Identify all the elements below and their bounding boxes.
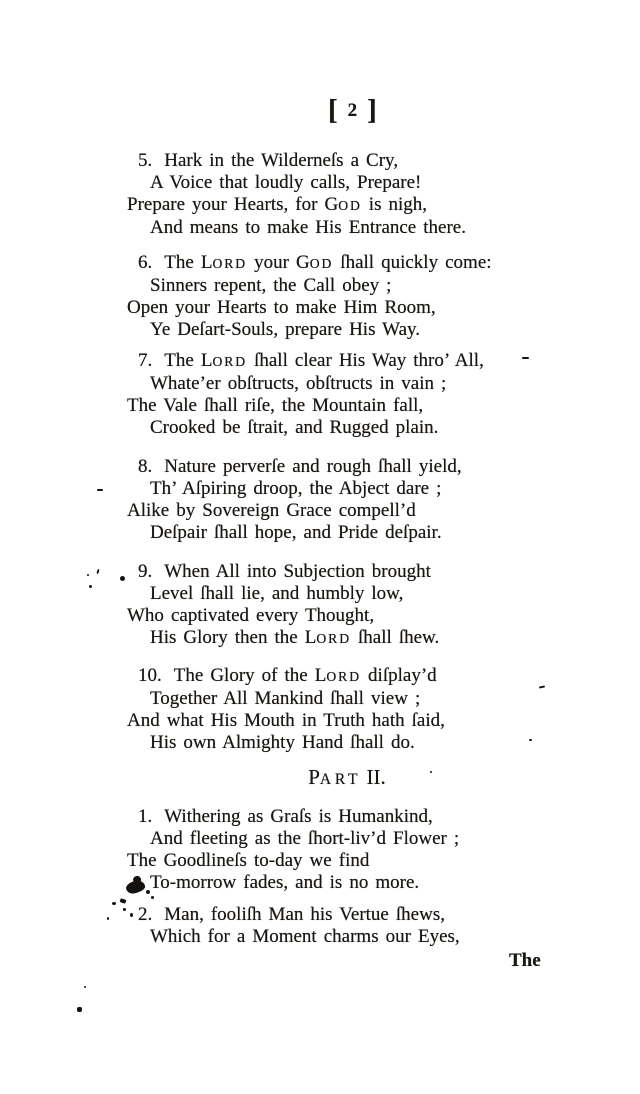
verse-line: The Goodlineſs to-day we find	[127, 850, 370, 871]
small-caps: ORD	[212, 354, 248, 369]
small-caps: ORD	[316, 631, 351, 646]
verse-line: 6. The LORD your GOD ſhall quickly come:	[138, 252, 492, 273]
left-bracket: [	[328, 94, 338, 126]
ink-speck	[119, 898, 126, 904]
stanza-8	[127, 456, 577, 544]
stanza-7	[127, 350, 577, 439]
ink-speck	[107, 917, 109, 920]
ink-speck	[89, 585, 92, 588]
stanza-p2-1	[127, 806, 577, 894]
verse-line: The Vale ſhall riſe, the Mountain fall,	[127, 395, 424, 416]
ink-speck	[120, 576, 125, 581]
verse-line: Open your Hearts to make Him Room,	[127, 297, 436, 318]
stanza-number: 5.	[138, 150, 153, 171]
stanza-number: 9.	[138, 561, 153, 582]
verse-line: And fleeting as the ſhort-liv’d Flower ;	[150, 828, 460, 849]
verse-line: 5. Hark in the Wilderneſs a Cry,	[138, 150, 399, 171]
verse-line: Whate’er obſtructs, obſtructs in vain ;	[150, 373, 447, 394]
small-caps: ORD	[212, 256, 248, 271]
small-caps: ART	[319, 771, 362, 788]
verse-line: Which for a Moment charms our Eyes,	[150, 926, 460, 947]
verse-line: Alike by Sovereign Grace compell’d	[127, 500, 416, 521]
verse-line: 7. The LORD ſhall clear His Way thro’ All,	[138, 350, 484, 371]
verse-line: Level ſhall lie, and humbly low,	[150, 583, 404, 604]
verse-line: 1. Withering as Graſs is Humankind,	[138, 806, 433, 827]
verse-line: His own Almighty Hand ſhall do.	[150, 732, 415, 753]
small-caps: ORD	[326, 669, 362, 684]
stanza-number: 10.	[138, 665, 162, 686]
verse-line: And what His Mouth in Truth hath ſaid,	[127, 710, 445, 731]
stanza-p2-2	[127, 904, 577, 948]
stanza-9	[127, 561, 577, 650]
stanza-number: 1.	[138, 806, 153, 827]
verse-line: 10. The Glory of the LORD diſplay’d	[138, 665, 437, 686]
ink-speck	[112, 902, 116, 905]
verse-line: Who captivated every Thought,	[127, 605, 375, 626]
verse-line: Crooked be ſtrait, and Rugged plain.	[150, 417, 439, 438]
page-number-value: 2	[347, 100, 358, 121]
ink-speck	[87, 574, 89, 576]
verse-line: Sinners repent, the Call obey ;	[150, 275, 392, 296]
part-heading: PART II.	[308, 765, 386, 789]
verse-line: Deſpair ſhall hope, and Pride deſpair.	[150, 522, 442, 543]
verse-line: 2. Man, fooliſh Man his Vertue ſhews,	[138, 904, 445, 925]
verse-line: 9. When All into Subjection brought	[138, 561, 431, 582]
ink-speck	[84, 986, 86, 988]
ink-speck	[146, 890, 150, 894]
catchword: The	[509, 950, 541, 971]
stanza-number: 2.	[138, 904, 153, 925]
ink-speck	[123, 908, 126, 911]
stanza-6	[127, 252, 577, 341]
verse-line: A Voice that loudly calls, Prepare!	[150, 172, 422, 193]
ink-speck	[96, 569, 99, 574]
right-bracket: ]	[367, 94, 377, 126]
verse-line: His Glory then the LORD ſhall ſhew.	[150, 627, 440, 648]
verse-line: Ye Deſart-Souls, prepare His Way.	[150, 319, 421, 340]
stanza-5	[127, 150, 577, 239]
verse-line: Together All Mankind ſhall view ;	[150, 688, 421, 709]
verse-line: To-morrow fades, and is no more.	[150, 872, 420, 893]
ink-speck	[151, 896, 154, 899]
stanza-number: 7.	[138, 350, 153, 371]
verse-line: Th’ Aſpiring droop, the Abject dare ;	[150, 478, 442, 499]
verse-line: Prepare your Hearts, for GOD is nigh,	[127, 194, 428, 215]
verse-line: And means to make His Entrance there.	[150, 217, 466, 238]
ink-speck	[130, 913, 133, 917]
small-caps: OD	[309, 256, 334, 271]
ink-speck	[529, 739, 532, 741]
small-caps: OD	[338, 198, 362, 213]
stanza-10	[127, 665, 577, 754]
page-number	[328, 94, 377, 127]
stanza-number: 8.	[138, 456, 153, 477]
ink-speck	[522, 357, 529, 359]
verse-line: 8. Nature perverſe and rough ſhall yield,	[138, 456, 462, 477]
ink-speck	[77, 1007, 82, 1012]
stanza-number: 6.	[138, 252, 153, 273]
ink-speck	[97, 489, 103, 491]
ink-speck	[430, 771, 432, 773]
